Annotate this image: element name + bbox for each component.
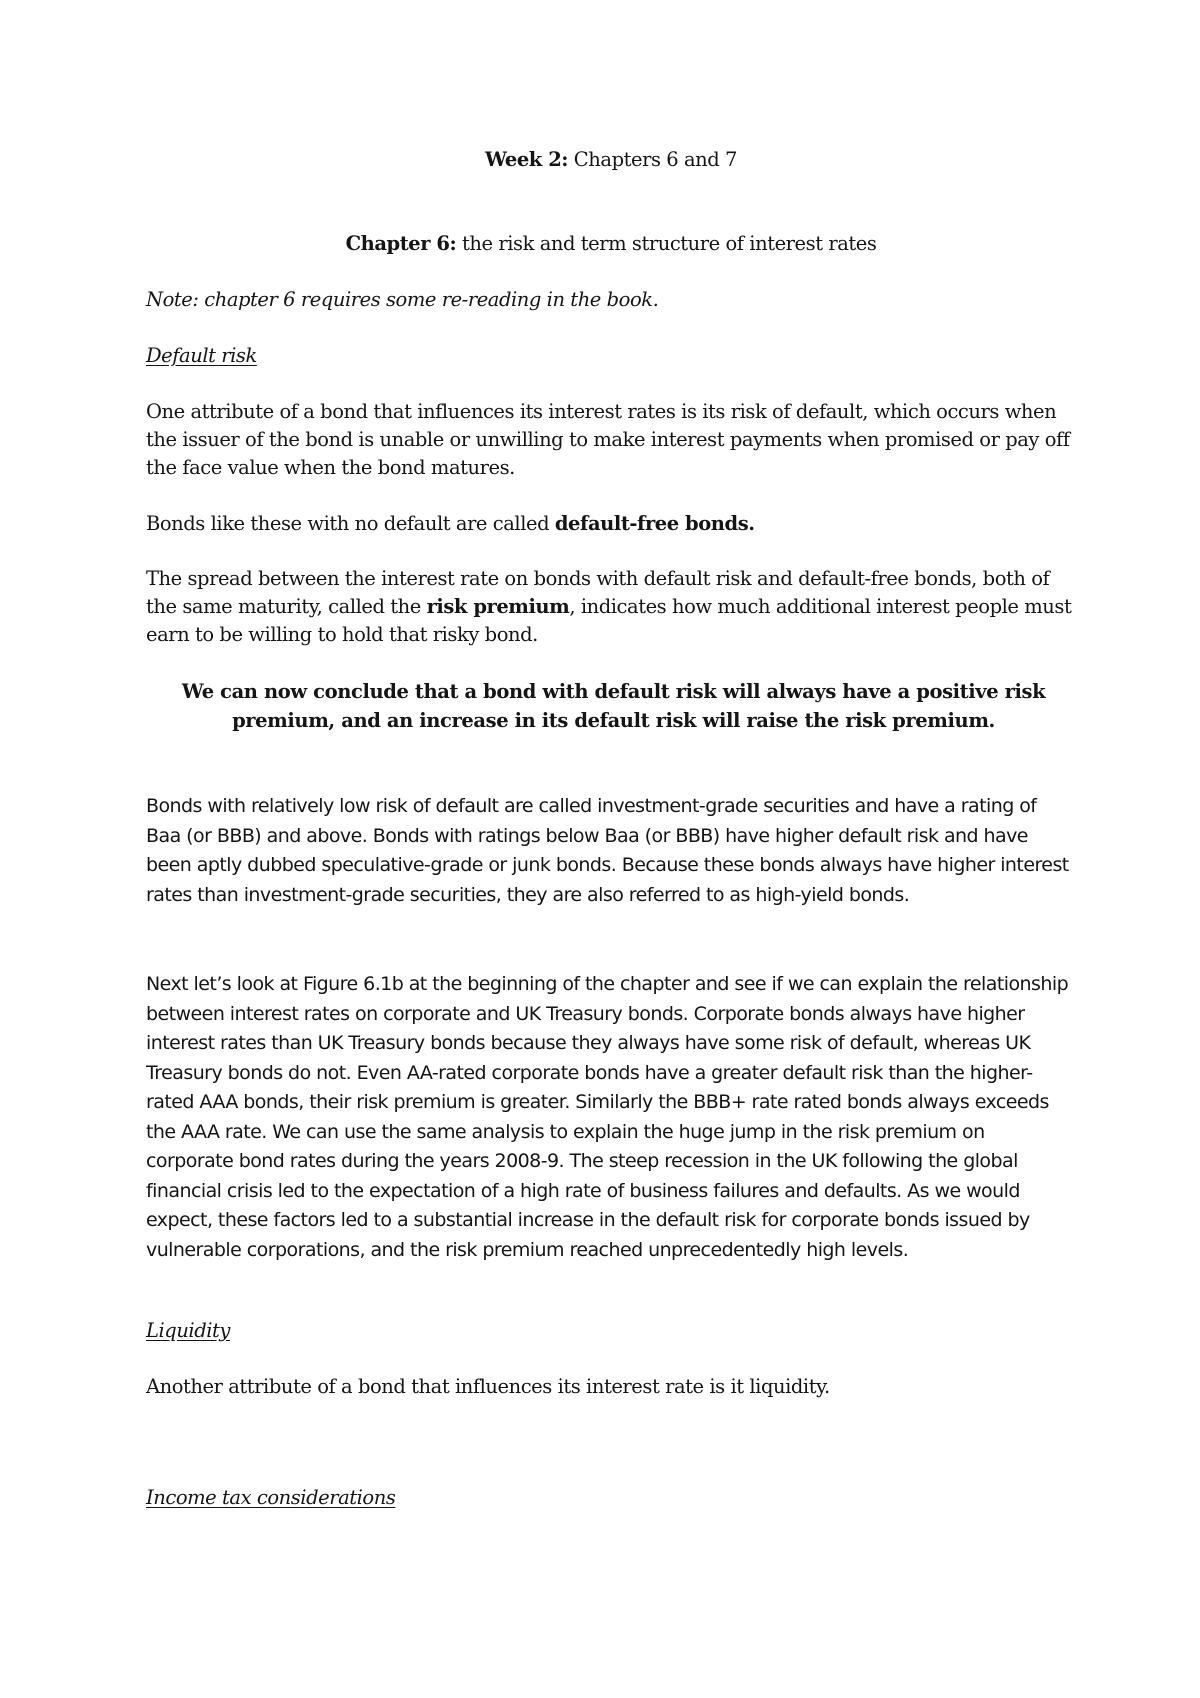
risk-premium-term: risk premium: [426, 595, 570, 618]
paragraph-investment-grade: Bonds with relatively low risk of default are called investment-grade securities and have a rating of Baa (or BBB) and above. Bonds with ratings below Baa (or BBB) have higher default risk and have been aptly dubbed speculative-grade or junk bonds. Because these bonds always have higher interest rates than investment-grade securities, they are also referred to as high-yield bonds.: [146, 795, 1069, 906]
default-free-text: Bonds like these with no default are called: [146, 512, 555, 535]
paragraph-default-risk-definition: One attribute of a bond that influences its interest rates is its risk of default, which occurs when the issuer of the bond is unable or unwilling to make interest payments when promised or pay off the face value when the bond matures.: [146, 400, 1070, 479]
chapter-label: Chapter 6:: [345, 232, 457, 255]
paragraph-liquidity: Another attribute of a bond that influences its interest rate is it liquidity.: [146, 1375, 830, 1398]
default-free-term: default-free bonds.: [554, 512, 755, 535]
paragraph-risk-premium: [146, 565, 1076, 649]
paragraph-default-free-bonds: [146, 510, 1076, 538]
paragraph-figure-analysis: Next let’s look at Figure 6.1b at the beginning of the chapter and see if we can explain the relationship between interest rates on corporate and UK Treasury bonds. Corporate bonds always have higher interest rates than UK Treasury bonds because they always have some risk of default, whereas UK Treasury bonds do not. Even AA-rated corporate bonds have a greater default risk than the higher-rated AAA bonds, their risk premium is greater. Similarly the BBB+ rate rated bonds always exceeds the AAA rate. We can use the same analysis to explain the huge jump in the risk premium on corporate bond rates during the years 2008-9. The steep recession in the UK following the global financial crisis led to the expectation of a high rate of business failures and defaults. As we would expect, these factors led to a substantial increase in the default risk for corporate bonds issued by vulnerable corporations, and the risk premium reached unprecedentedly high levels.: [146, 973, 1069, 1261]
chapter-title: the risk and term structure of interest rates: [456, 232, 877, 255]
title-chapters: Chapters 6 and 7: [568, 148, 737, 171]
conclusion-statement: We can now conclude that a bond with default risk will always have a positive risk premium, and an increase in its default risk will raise the risk premium.: [181, 680, 1046, 732]
section-heading-default-risk: Default risk: [146, 344, 257, 367]
section-heading-income-tax: Income tax considerations: [146, 1486, 396, 1509]
spread-text-after: , indicates how much additional interest people must earn to be willing to hold that risky bond.: [146, 595, 1072, 646]
reading-note: Note: chapter 6 requires some re-reading in the book.: [146, 288, 659, 311]
title-week-label: Week 2:: [485, 148, 569, 171]
page-title: [146, 146, 1076, 174]
section-heading-liquidity: Liquidity: [146, 1319, 230, 1342]
chapter-heading: [146, 230, 1076, 258]
spread-text-before: The spread between the interest rate on bonds with default risk and default-free bonds, both of the same maturity, called the: [146, 567, 1050, 618]
